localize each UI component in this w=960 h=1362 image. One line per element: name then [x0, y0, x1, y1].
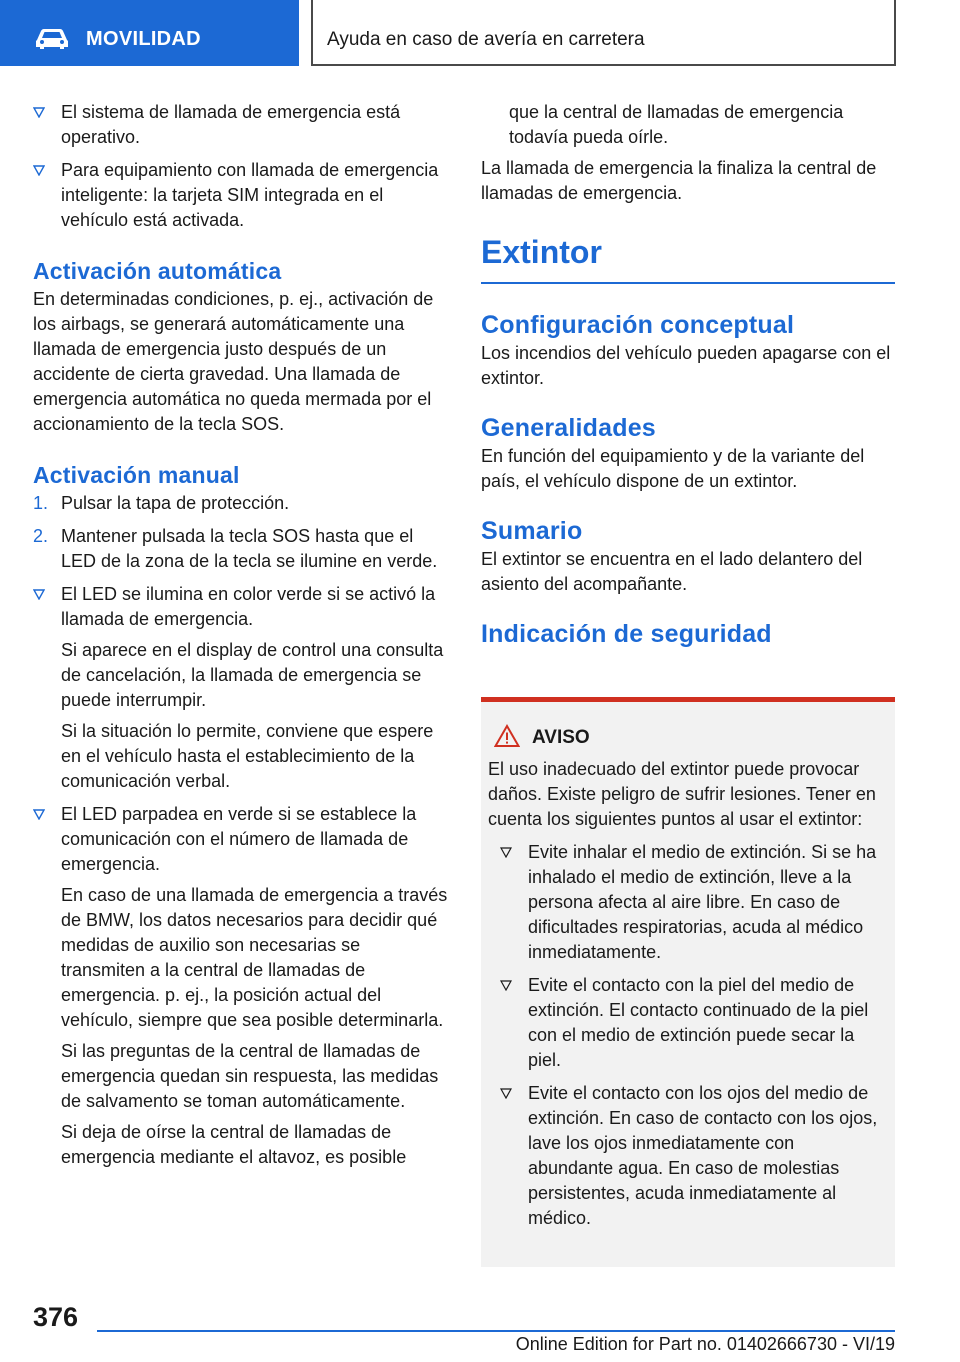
list-item: El LED parpadea en verde si se establece la comunicación con el número de llamada de emergencia. — [33, 802, 448, 877]
paragraph: Si las preguntas de la central de llamadas de emergencia quedan sin respuesta, las medidas de salvamento se toman automáticamente. — [61, 1041, 439, 1111]
list-item: Para equipamiento con llamada de emergencia inteligente: la tarjeta SIM integrada en el vehículo está activada. — [33, 158, 448, 233]
chapter-box — [311, 0, 896, 66]
right-column — [481, 100, 895, 649]
paragraph: En determinadas condiciones, p. ej., activación de los airbags, se generará automáticamente una llamada de emergencia justo después de un accidente de cierta gravedad. Una llamada de emergencia automática no queda mermada por el accionamiento de la tecla SOS. — [33, 289, 434, 434]
section-heading: Configuración conceptual — [481, 311, 795, 339]
warning-triangle-icon — [494, 724, 520, 748]
page-header — [0, 0, 960, 66]
paragraph: Si aparece en el display de control una consulta de cancelación, la llamada de emergencia se puede interrumpir. — [61, 640, 444, 710]
car-icon — [34, 28, 70, 50]
chapter-title: Ayuda en caso de avería en carretera — [327, 29, 645, 50]
section-heading: Activación automática — [33, 258, 282, 284]
paragraph: Si la situación lo permite, conviene que espere en el vehículo hasta el establecimiento de la comunicación verbal. — [61, 721, 434, 791]
list-item: Evite el contacto con la piel del medio de extinción. El contacto continuado de la piel con el medio de extinción puede secar la piel. — [500, 973, 883, 1073]
triangle-bullet-icon — [33, 582, 47, 607]
page-number: 376 — [33, 1302, 79, 1332]
list-item: 1. Pulsar la tapa de protección. — [33, 491, 448, 516]
triangle-bullet-icon — [33, 158, 47, 183]
page-footer — [0, 1290, 960, 1362]
paragraph: La llamada de emergencia la finaliza la central de llamadas de emergencia. — [481, 158, 877, 203]
warning-box — [481, 697, 895, 1267]
paragraph: En caso de una llamada de emergencia a través de BMW, los datos necesarios para decidir qué medidas de auxilio son necesarias se transmiten a la central de llamadas de emergencia. p. ej., la posición actual del vehículo, siempre que sea posible determinarla. — [61, 885, 448, 1030]
step-number: 2. — [33, 526, 49, 546]
paragraph: Los incendios del vehículo pueden apagarse con el extintor. — [481, 343, 891, 388]
triangle-bullet-icon — [500, 1081, 514, 1106]
warning-label: AVISO — [532, 727, 590, 748]
section-heading: Activación manual — [33, 462, 240, 488]
section-heading: Generalidades — [481, 414, 656, 442]
list-item: 2. Mantener pulsada la tecla SOS hasta que el LED de la zona de la tecla se ilumine en verde. — [33, 526, 438, 571]
step-number: 1. — [33, 493, 49, 513]
triangle-bullet-icon — [500, 973, 514, 998]
triangle-bullet-icon — [33, 100, 47, 125]
left-column — [33, 100, 448, 1170]
section-label: MOVILIDAD — [86, 28, 201, 50]
warning-header — [488, 724, 883, 754]
footer-rule — [97, 1330, 895, 1332]
section-tab — [0, 0, 299, 66]
triangle-bullet-icon — [500, 840, 514, 865]
heading-rule — [481, 282, 895, 284]
list-item: Evite el contacto con los ojos del medio de extinción. En caso de contacto con los ojos, lave los ojos inmediatamente con abundante agua. En caso de molestias persistentes, acuda inmediatamente al médico. — [500, 1081, 883, 1231]
list-item: El sistema de llamada de emergencia está operativo. — [33, 100, 448, 150]
paragraph: Si deja de oírse la central de llamadas de emergencia mediante el altavoz, es posible — [61, 1122, 407, 1167]
section-heading: Indicación de seguridad — [481, 620, 772, 648]
paragraph: El extintor se encuentra en el lado delantero del asiento del acompañante. — [481, 549, 863, 594]
list-item: Evite inhalar el medio de extinción. Si se ha inhalado el medio de extinción, lleve a la persona afecta al aire libre. En caso de dificultades respiratorias, acuda al médico inmediatamente. — [500, 840, 883, 965]
warning-intro: El uso inadecuado del extintor puede provocar daños. Existe peligro de sufrir lesiones. Tener en cuenta los siguientes puntos al usar el extintor: — [488, 759, 876, 829]
section-heading: Sumario — [481, 517, 583, 545]
list-item: El LED se ilumina en color verde si se activó la llamada de emergencia. — [33, 582, 448, 632]
chapter-heading: Extintor — [481, 234, 602, 270]
paragraph: En función del equipamiento y de la variante del país, el vehículo dispone de un extintor. — [481, 446, 865, 491]
edition-text: Online Edition for Part no. 01402666730 - VI/19 — [515, 1334, 895, 1354]
paragraph: que la central de llamadas de emergencia todavía pueda oírle. — [509, 102, 844, 147]
triangle-bullet-icon — [33, 802, 47, 827]
